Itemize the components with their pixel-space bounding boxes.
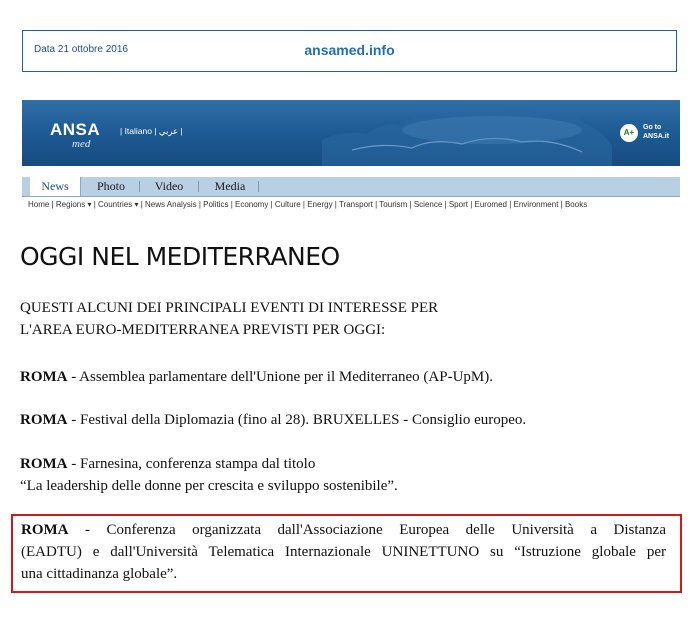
- source-site[interactable]: ansamed.info: [304, 42, 395, 58]
- goto-ansa-link[interactable]: [643, 123, 669, 141]
- nav-culture[interactable]: Culture: [274, 200, 301, 209]
- publication-date: Data 21 ottobre 2016: [34, 44, 128, 55]
- article-title: OGGI NEL MEDITERRANEO: [20, 242, 340, 271]
- nav-books[interactable]: Books: [564, 200, 588, 209]
- page-header: [22, 30, 677, 72]
- nav-science[interactable]: Science: [413, 200, 443, 209]
- language-switcher[interactable]: | Italiano | عربي |: [120, 126, 183, 136]
- ansa-logo-subtitle: med: [72, 138, 91, 150]
- nav-regions[interactable]: Regions ▾: [55, 200, 92, 209]
- tab-media[interactable]: Media: [214, 179, 246, 193]
- goto-line-2: ANSA.it: [643, 133, 670, 140]
- tab-news[interactable]: News: [30, 177, 81, 196]
- nav-euromed[interactable]: Euromed: [474, 200, 507, 209]
- highlighted-event-box: [11, 514, 682, 593]
- tab-video[interactable]: Video: [154, 179, 184, 193]
- event-item: [20, 409, 526, 431]
- tab-divider: [139, 181, 140, 192]
- event-city: ROMA: [20, 369, 68, 385]
- nav-politics[interactable]: Politics: [203, 200, 229, 209]
- ansamed-banner: [22, 100, 680, 166]
- nav-energy[interactable]: Energy: [307, 200, 333, 209]
- tab-divider: [258, 181, 259, 192]
- event-city: ROMA: [20, 456, 68, 472]
- nav-transport[interactable]: Transport: [338, 200, 373, 209]
- highlight-line-3: una cittadinanza globale”.: [21, 566, 178, 582]
- event-text: - Festival della Diplomazia (fino al 28). BRUXELLES - Consiglio europeo.: [67, 412, 527, 428]
- tab-photo[interactable]: Photo: [96, 179, 125, 193]
- highlight-line-1: [21, 520, 666, 540]
- event-city: ROMA: [21, 522, 69, 538]
- intro-line-1: QUESTI ALCUNI DEI PRINCIPALI EVENTI DI INTERESSE PER: [20, 300, 439, 316]
- highlight-text-1: - Conferenza organizzata dall'Associazione Europea delle Università a Distanza: [68, 522, 666, 538]
- event-text: - Farnesina, conferenza stampa dal titolo: [67, 456, 316, 472]
- main-tabs: [22, 177, 680, 197]
- nav-sport[interactable]: Sport: [448, 200, 468, 209]
- goto-line-1: Go to: [643, 124, 662, 131]
- nav-news-analysis[interactable]: News Analysis: [145, 200, 197, 209]
- tab-divider: [198, 181, 199, 192]
- ansa-logo[interactable]: ANSA: [50, 120, 101, 139]
- nav-home[interactable]: Home: [28, 200, 50, 209]
- ansa-plus-icon[interactable]: A+: [620, 124, 638, 142]
- nav-countries[interactable]: Countries ▾: [98, 200, 139, 209]
- intro-line-2: L'AREA EURO-MEDITERRANEA PREVISTI PER OGGI:: [20, 322, 386, 338]
- event-item: [20, 453, 315, 475]
- highlight-line-2: (EADTU) e dall'Università Telematica Internazionale UNINETTUNO su “Istruzione globale per: [21, 544, 666, 560]
- section-nav: Home | Regions ▾ | Countries ▾ | News Analysis | Politics | Economy | Culture | Energy | Transport | Tourism | Science | Sport | Euromed | Environment | Books: [28, 200, 588, 209]
- event-item-continuation: “La leadership delle donne per crescita e sviluppo sostenibile”.: [20, 478, 398, 494]
- nav-economy[interactable]: Economy: [235, 200, 269, 209]
- event-city: ROMA: [20, 412, 68, 428]
- event-item: [20, 366, 493, 388]
- nav-tourism[interactable]: Tourism: [379, 200, 408, 209]
- nav-environment[interactable]: Environment: [513, 200, 559, 209]
- event-text: - Assemblea parlamentare dell'Unione per il Mediterraneo (AP-UpM).: [67, 369, 493, 385]
